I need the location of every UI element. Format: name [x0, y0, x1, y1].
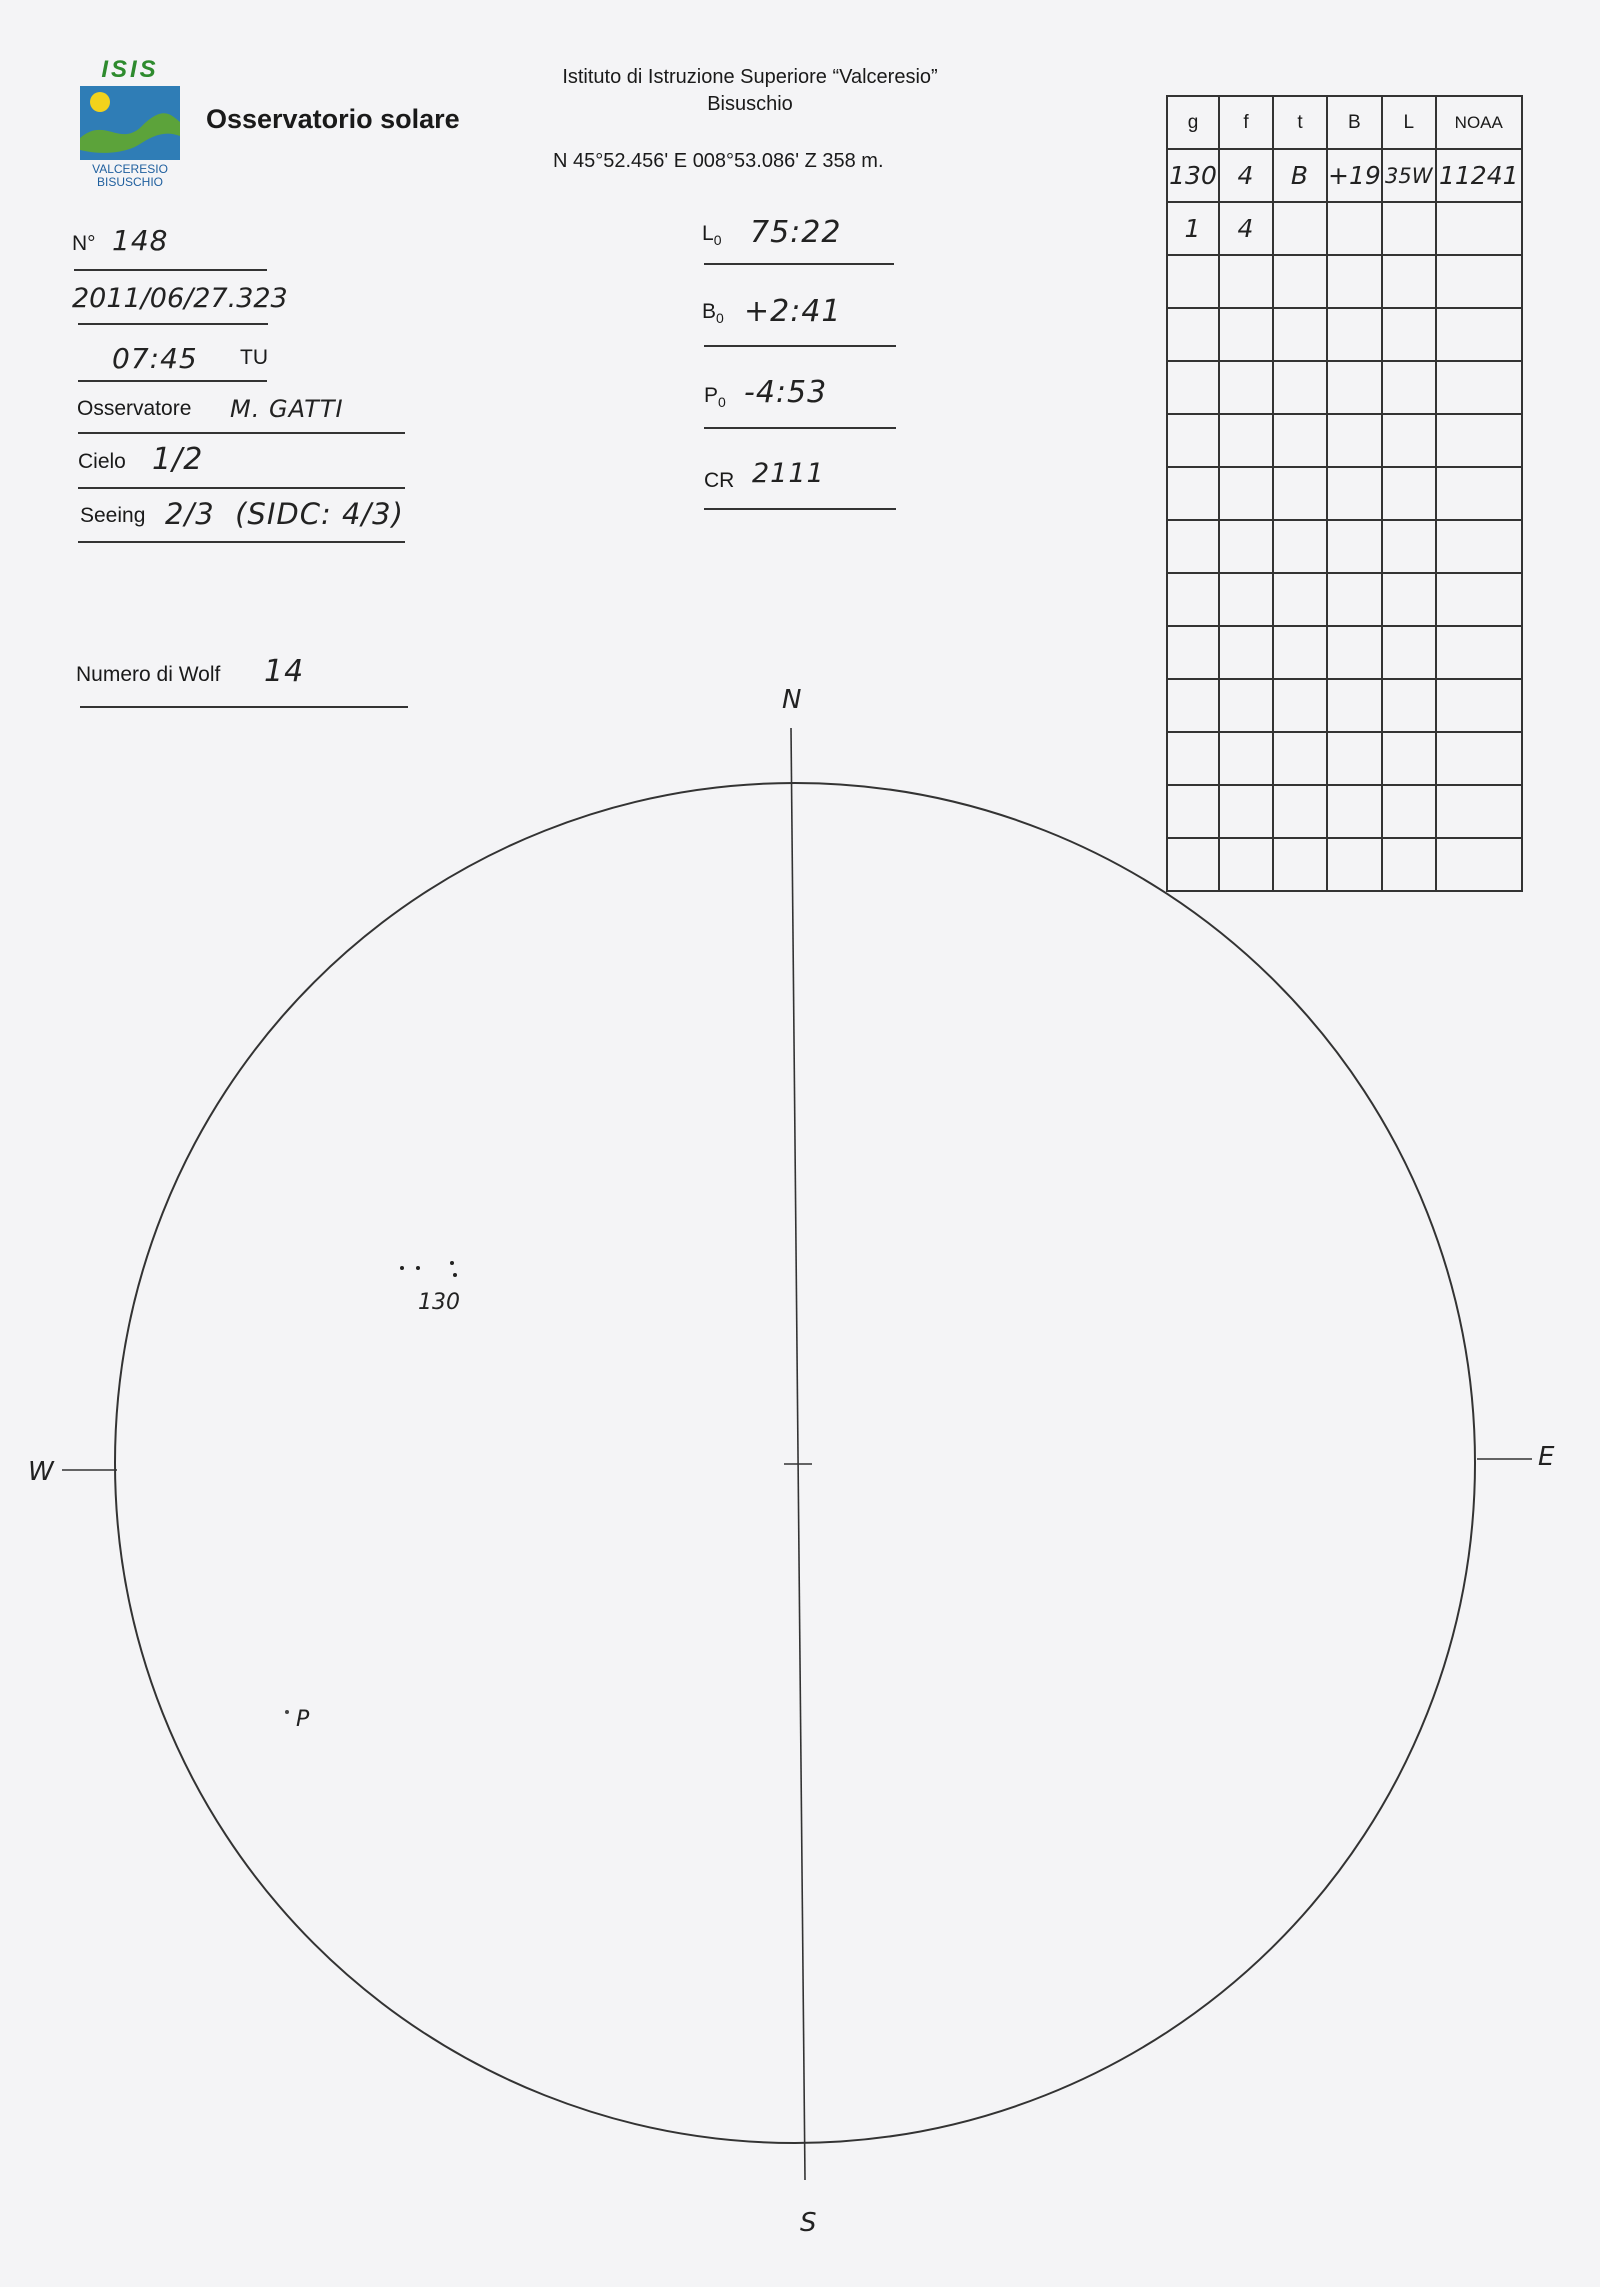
P0-subscript: 0 — [718, 394, 726, 411]
logo-subtitle-line1: VALCERESIO — [92, 162, 168, 176]
cell-t: B — [1273, 149, 1327, 202]
L0-value: 75:22 — [750, 215, 842, 250]
header-g: g — [1167, 96, 1219, 149]
cell-g: 1 — [1167, 202, 1219, 255]
P0-letter: P — [704, 384, 719, 407]
sunspot — [400, 1266, 404, 1270]
page-title: Osservatorio solare — [206, 104, 460, 134]
header-noaa: NOAA — [1436, 96, 1522, 149]
logo-subtitle-line2: BISUSCHIO — [96, 175, 163, 189]
east-label: E — [1538, 1442, 1556, 1472]
institute-line2: Bisuschio — [707, 93, 793, 115]
header-t: t — [1273, 96, 1327, 149]
group-label: 130 — [418, 1290, 460, 1315]
number-label: N° — [72, 232, 96, 255]
north-label: N — [782, 685, 803, 715]
cell-b: +19 — [1327, 149, 1382, 202]
solar-disk-outline — [115, 783, 1475, 2143]
site-coordinates: N 45°52.456' E 008°53.086' Z 358 m. — [553, 150, 884, 172]
CR-label: CR — [704, 469, 735, 492]
pole-marker-dot — [285, 1710, 289, 1714]
sky-value: 1/2 — [152, 442, 204, 477]
seeing-label: Seeing — [80, 504, 146, 527]
cell-g: 130 — [1167, 149, 1219, 202]
cell-f: 4 — [1219, 149, 1273, 202]
time-value: 07:45 — [112, 342, 198, 375]
sunspot — [450, 1261, 454, 1265]
observer-label: Osservatore — [77, 397, 192, 420]
sunspot — [416, 1266, 420, 1270]
L0-letter: L — [702, 222, 714, 245]
cell-noaa: 11241 — [1436, 149, 1522, 202]
time-unit: TU — [240, 346, 268, 369]
cell-l: 35W — [1382, 149, 1436, 202]
wolf-label: Numero di Wolf — [76, 663, 221, 686]
sunspot — [453, 1273, 457, 1277]
south-label: S — [800, 2208, 818, 2238]
B0-letter: B — [702, 300, 717, 323]
observer-value: M. GATTI — [230, 395, 344, 423]
pole-label: P — [296, 1707, 311, 1732]
cell-f: 4 — [1219, 202, 1273, 255]
sky-label: Cielo — [78, 450, 126, 473]
north-south-axis — [791, 728, 805, 2180]
L0-subscript: 0 — [713, 232, 722, 249]
P0-value: -4:53 — [744, 375, 828, 410]
west-label: W — [28, 1457, 55, 1487]
institute-line1: Istituto di Istruzione Superiore “Valceresio” — [562, 66, 938, 88]
CR-value: 2111 — [752, 458, 825, 489]
number-value: 148 — [112, 224, 169, 257]
B0-subscript: 0 — [716, 310, 724, 327]
header-l: L — [1382, 96, 1436, 149]
date-value: 2011/06/27.323 — [72, 283, 288, 314]
header-b: B — [1327, 96, 1382, 149]
logo-acronym: ISIS — [101, 56, 159, 83]
B0-value: +2:41 — [744, 294, 842, 329]
header-f: f — [1219, 96, 1273, 149]
seeing-value: 2/3 (SIDC: 4/3) — [165, 497, 404, 531]
wolf-value: 14 — [264, 654, 305, 689]
